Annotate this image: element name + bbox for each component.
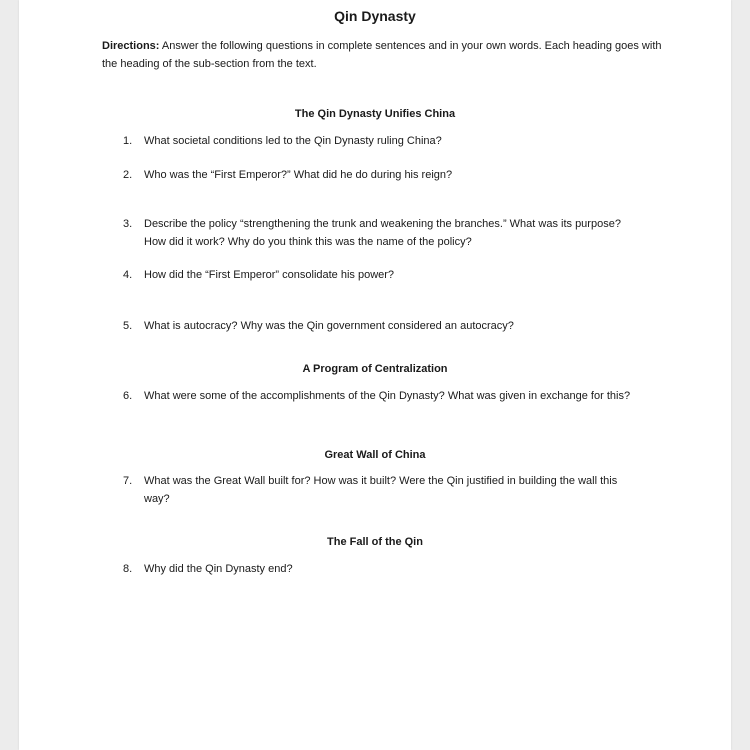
question-6 — [123, 387, 643, 405]
section-heading-unifies-china: The Qin Dynasty Unifies China — [294, 108, 456, 120]
question-1 — [123, 132, 643, 150]
question-5 — [123, 317, 643, 335]
page-title: Qin Dynasty — [334, 8, 416, 24]
question-text: Why did the Qin Dynasty end? — [144, 563, 293, 575]
directions-text: Answer the following questions in complete sentences and in your own words. Each heading goes with the heading of the sub-section from the text. — [102, 40, 662, 70]
question-text: Describe the policy “strengthening the trunk and weakening the branches.” What was its purpose? How did it work? Why do you think this was the name of the policy? — [144, 218, 621, 248]
question-text: Who was the “First Emperor?” What did he do during his reign? — [144, 169, 453, 181]
section-heading-great-wall: Great Wall of China — [324, 449, 426, 461]
section-heading-fall-of-qin: The Fall of the Qin — [327, 536, 423, 548]
section-heading-centralization: A Program of Centralization — [302, 363, 448, 375]
question-text: What societal conditions led to the Qin Dynasty ruling China? — [144, 135, 442, 147]
question-text: What was the Great Wall built for? How was it built? Were the Qin justified in building the wall this way? — [144, 475, 618, 505]
question-number: 5. — [123, 320, 133, 332]
question-number: 1. — [123, 135, 133, 147]
question-number: 2. — [123, 169, 133, 181]
question-text: What were some of the accomplishments of the Qin Dynasty? What was given in exchange for this? — [144, 390, 631, 402]
question-8 — [123, 560, 643, 578]
question-text: What is autocracy? Why was the Qin government considered an autocracy? — [144, 320, 514, 332]
question-number: 4. — [123, 269, 133, 281]
question-4 — [123, 266, 643, 284]
question-number: 7. — [123, 475, 133, 487]
question-text: How did the “First Emperor” consolidate his power? — [144, 269, 395, 281]
question-7 — [123, 472, 643, 508]
document-page — [19, 0, 731, 750]
directions-paragraph — [102, 37, 662, 73]
question-number: 3. — [123, 218, 133, 230]
question-3 — [123, 215, 643, 251]
question-2 — [123, 166, 643, 184]
question-number: 8. — [123, 563, 133, 575]
question-number: 6. — [123, 390, 133, 402]
directions-label: Directions: — [102, 40, 160, 52]
